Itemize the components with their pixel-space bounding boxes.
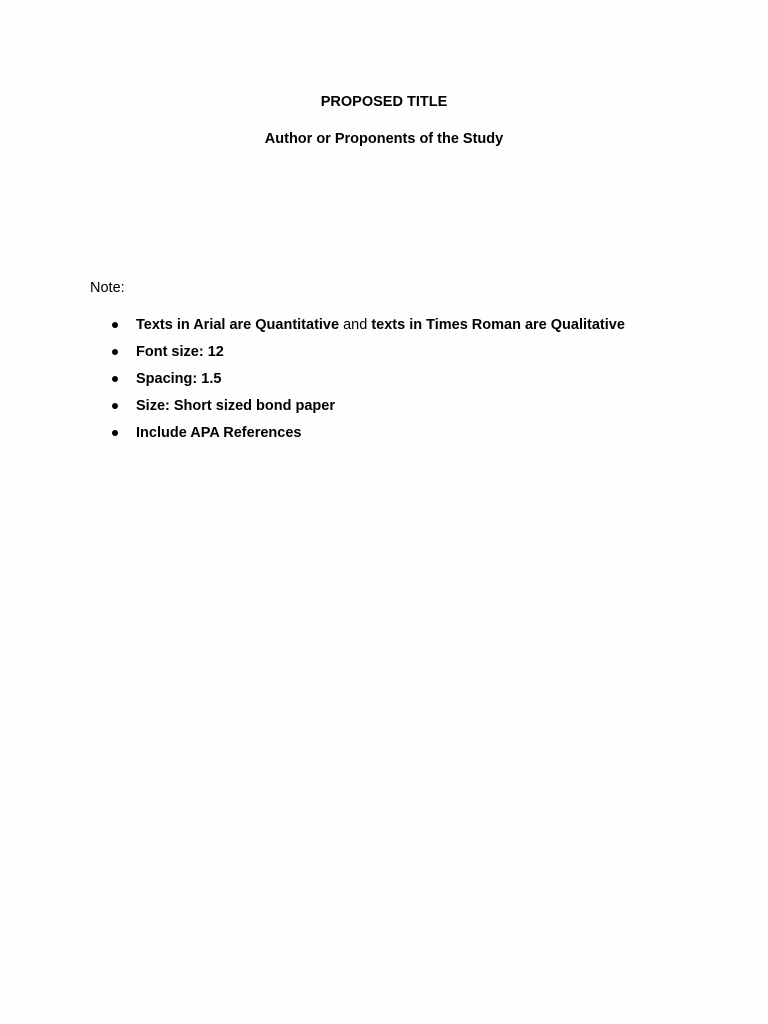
note-text: texts in Times Roman are Qualitative (371, 317, 625, 333)
bullet-icon (112, 430, 118, 436)
note-label: Note: (90, 280, 125, 296)
notes-list (112, 316, 625, 451)
list-item (112, 397, 625, 424)
list-item (112, 316, 625, 343)
list-item (112, 370, 625, 397)
proposed-title: PROPOSED TITLE (320, 94, 448, 110)
note-text: Include APA References (136, 425, 302, 441)
list-item (112, 343, 625, 370)
note-text: Font size: 12 (136, 344, 224, 360)
note-text: Size: Short sized bond paper (136, 398, 335, 414)
bullet-icon (112, 376, 118, 382)
list-item (112, 424, 625, 451)
bullet-icon (112, 403, 118, 409)
bullet-icon (112, 349, 118, 355)
author-line: Author or Proponents of the Study (264, 131, 504, 147)
bullet-icon (112, 322, 118, 328)
note-joiner: and (339, 317, 372, 333)
note-text: Texts in Arial are Quantitative (136, 317, 340, 333)
note-text: Spacing: 1.5 (136, 371, 222, 387)
